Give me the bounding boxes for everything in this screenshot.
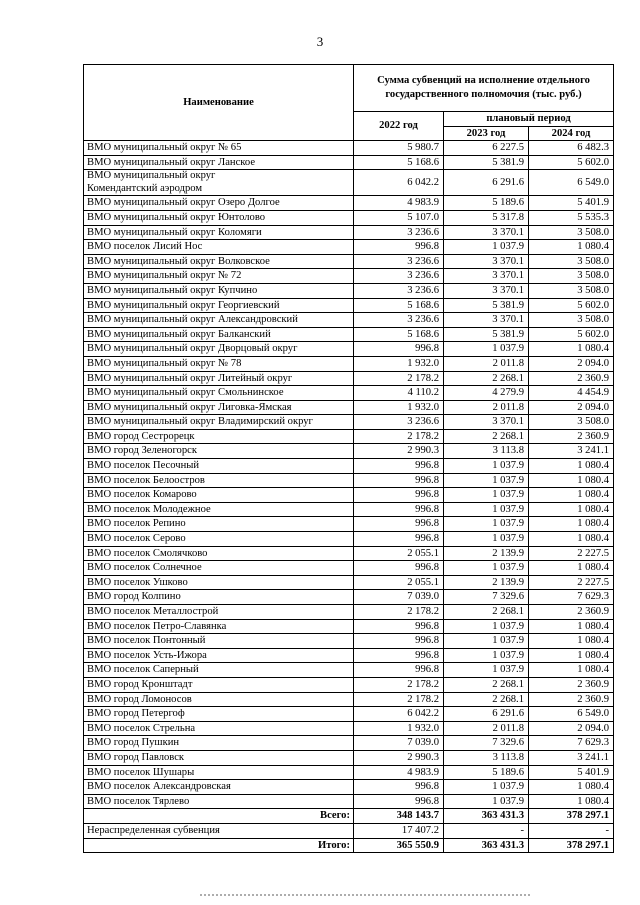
value-2024: 1 080.4 [529,780,614,795]
table-row [84,444,614,459]
table-row [84,721,614,736]
value-2022: 2 178.2 [354,692,444,707]
table-row [84,371,614,386]
municipality-name: ВМО город Павловск [84,750,354,765]
value-2024: 3 508.0 [529,313,614,328]
value-2024: 6 549.0 [529,170,614,196]
value-2022: 2 178.2 [354,605,444,620]
value-2024: 2 360.9 [529,605,614,620]
value-2024: 2 360.9 [529,371,614,386]
municipality-name: ВМО город Петергоф [84,707,354,722]
table-row [84,780,614,795]
table-row [84,225,614,240]
value-2023: 7 329.6 [444,590,529,605]
municipality-name: ВМО муниципальный округ Владимирский округ [84,415,354,430]
value-2022: 4 110.2 [354,386,444,401]
header-planned-period: плановый период [444,112,614,127]
value-2022: 1 932.0 [354,356,444,371]
value-2024: 3 508.0 [529,225,614,240]
municipality-name: ВМО муниципальный округ Юнтолово [84,210,354,225]
value-2022: 1 932.0 [354,400,444,415]
value-2022: 3 236.6 [354,269,444,284]
value-2022: 3 236.6 [354,225,444,240]
value-2024: 1 080.4 [529,342,614,357]
value-2023: 2 011.8 [444,721,529,736]
value-2024: 5 602.0 [529,327,614,342]
value-2022: 5 168.6 [354,298,444,313]
value-2022: 3 236.6 [354,254,444,269]
municipality-name: ВМО муниципальный округ Купчино [84,283,354,298]
table-row [84,794,614,809]
municipality-name: ВМО поселок Молодежное [84,502,354,517]
municipality-name: ВМО муниципальный округ Литейный округ [84,371,354,386]
municipality-name [84,170,354,196]
table-row [84,575,614,590]
value-2022: 2 178.2 [354,677,444,692]
value-2024: 5 535.3 [529,210,614,225]
value-2023: 2 011.8 [444,400,529,415]
value-2024: 1 080.4 [529,502,614,517]
table-body [84,141,614,853]
table-row [84,736,614,751]
table-row [84,663,614,678]
value-2023: 1 037.9 [444,459,529,474]
value-2024: 1 080.4 [529,561,614,576]
table-row [84,313,614,328]
total-row-2024: 378 297.1 [529,809,614,824]
table-row [84,619,614,634]
value-2022: 996.8 [354,794,444,809]
table-row [84,342,614,357]
value-2023: 5 189.6 [444,765,529,780]
municipality-name: ВМО муниципальный округ № 65 [84,141,354,156]
value-2022: 6 042.2 [354,170,444,196]
value-2024: 3 508.0 [529,415,614,430]
municipality-name: ВМО муниципальный округ Георгиевский [84,298,354,313]
value-2023: 2 268.1 [444,677,529,692]
municipality-name: ВМО поселок Лисий Нос [84,240,354,255]
value-2023: 1 037.9 [444,342,529,357]
municipality-name: ВМО поселок Репино [84,517,354,532]
value-2024: 2 227.5 [529,546,614,561]
value-2024: 5 602.0 [529,155,614,170]
total-row-2022: 348 143.7 [354,809,444,824]
value-2024: 1 080.4 [529,532,614,547]
value-2022: 996.8 [354,663,444,678]
value-2023: 1 037.9 [444,648,529,663]
unallocated-row-label: Нераспределенная субвенция [84,823,354,838]
value-2024: 1 080.4 [529,794,614,809]
value-2024: 2 360.9 [529,429,614,444]
table-row [84,210,614,225]
value-2022: 6 042.2 [354,707,444,722]
table-row [84,473,614,488]
value-2023: 3 113.8 [444,444,529,459]
unallocated-row-2023: - [444,823,529,838]
value-2023: 1 037.9 [444,488,529,503]
value-2023: 1 037.9 [444,561,529,576]
value-2024: 6 482.3 [529,141,614,156]
value-2024: 3 241.1 [529,750,614,765]
value-2022: 3 236.6 [354,313,444,328]
municipality-name-line1: ВМО муниципальный округ [87,170,216,182]
municipality-name: ВМО муниципальный округ Ланское [84,155,354,170]
total-row-label: Всего: [84,809,354,824]
value-2022: 996.8 [354,240,444,255]
value-2022: 2 178.2 [354,429,444,444]
value-2022: 7 039.0 [354,736,444,751]
value-2023: 3 370.1 [444,225,529,240]
value-2022: 4 983.9 [354,196,444,211]
table-row [84,488,614,503]
value-2023: 2 268.1 [444,605,529,620]
table-row [84,327,614,342]
value-2022: 2 055.1 [354,546,444,561]
value-2022: 996.8 [354,502,444,517]
scan-artifact [200,894,530,899]
value-2023: 1 037.9 [444,473,529,488]
table-row [84,648,614,663]
value-2023: 1 037.9 [444,794,529,809]
table-row [84,605,614,620]
table-row [84,677,614,692]
value-2024: 3 508.0 [529,283,614,298]
value-2022: 4 983.9 [354,765,444,780]
value-2023: 7 329.6 [444,736,529,751]
table-row [84,141,614,156]
value-2022: 996.8 [354,619,444,634]
value-2022: 1 932.0 [354,721,444,736]
value-2022: 5 107.0 [354,210,444,225]
value-2023: 5 381.9 [444,298,529,313]
value-2024: 5 602.0 [529,298,614,313]
municipality-name: ВМО поселок Шушары [84,765,354,780]
header-2023: 2023 год [444,126,529,141]
value-2022: 2 055.1 [354,575,444,590]
value-2023: 4 279.9 [444,386,529,401]
table-row [84,386,614,401]
value-2024: 7 629.3 [529,590,614,605]
municipality-name: ВМО муниципальный округ Озеро Долгое [84,196,354,211]
municipality-name: ВМО поселок Серово [84,532,354,547]
value-2023: 2 268.1 [444,429,529,444]
table-row [84,750,614,765]
municipality-name: ВМО муниципальный округ № 78 [84,356,354,371]
municipality-name: ВМО город Пушкин [84,736,354,751]
municipality-name: ВМО поселок Стрельна [84,721,354,736]
table-row [84,298,614,313]
grand-total-row-2023: 363 431.3 [444,838,529,853]
value-2024: 5 401.9 [529,196,614,211]
value-2024: 1 080.4 [529,488,614,503]
value-2023: 3 370.1 [444,269,529,284]
value-2024: 4 454.9 [529,386,614,401]
value-2022: 3 236.6 [354,415,444,430]
municipality-name: ВМО муниципальный округ № 72 [84,269,354,284]
value-2022: 3 236.6 [354,283,444,298]
municipality-name: ВМО город Ломоносов [84,692,354,707]
municipality-name: ВМО город Зеленогорск [84,444,354,459]
value-2023: 1 037.9 [444,240,529,255]
municipality-name: ВМО поселок Саперный [84,663,354,678]
value-2023: 1 037.9 [444,502,529,517]
value-2022: 996.8 [354,517,444,532]
municipality-name: ВМО поселок Петро-Славянка [84,619,354,634]
value-2022: 5 980.7 [354,141,444,156]
page-number: 3 [316,34,324,49]
municipality-name: ВМО муниципальный округ Дворцовый округ [84,342,354,357]
value-2022: 996.8 [354,532,444,547]
table-row [84,429,614,444]
municipality-name: ВМО поселок Песочный [84,459,354,474]
value-2022: 5 168.6 [354,155,444,170]
value-2024: 1 080.4 [529,634,614,649]
value-2023: 6 227.5 [444,141,529,156]
table-row [84,692,614,707]
unallocated-row [84,823,614,838]
value-2023: 2 011.8 [444,356,529,371]
table-row [84,283,614,298]
municipality-name: ВМО город Кронштадт [84,677,354,692]
value-2022: 7 039.0 [354,590,444,605]
table-row [84,459,614,474]
municipality-name: ВМО поселок Ушково [84,575,354,590]
table-row [84,170,614,196]
municipality-name: ВМО поселок Понтонный [84,634,354,649]
municipality-name: ВМО поселок Металлострой [84,605,354,620]
value-2024: 2 094.0 [529,721,614,736]
table-row [84,707,614,722]
municipality-name: ВМО муниципальный округ Смольнинское [84,386,354,401]
value-2023: 3 113.8 [444,750,529,765]
header-2022: 2022 год [354,112,444,141]
table-row [84,502,614,517]
value-2023: 1 037.9 [444,663,529,678]
value-2023: 1 037.9 [444,532,529,547]
table-row [84,196,614,211]
table-row [84,400,614,415]
value-2023: 2 268.1 [444,371,529,386]
value-2024: 2 094.0 [529,400,614,415]
table-row [84,269,614,284]
value-2024: 6 549.0 [529,707,614,722]
value-2022: 996.8 [354,561,444,576]
table-row [84,561,614,576]
value-2022: 996.8 [354,473,444,488]
value-2023: 5 381.9 [444,155,529,170]
value-2024: 1 080.4 [529,473,614,488]
municipality-name: ВМО поселок Тярлево [84,794,354,809]
value-2023: 3 370.1 [444,415,529,430]
unallocated-row-2022: 17 407.2 [354,823,444,838]
value-2024: 3 241.1 [529,444,614,459]
header-sum: Сумма субвенций на исполнение отдельного государственного полномочия (тыс. руб.) [354,65,614,112]
value-2024: 1 080.4 [529,619,614,634]
value-2022: 996.8 [354,459,444,474]
value-2023: 3 370.1 [444,283,529,298]
municipality-name: ВМО поселок Белоостров [84,473,354,488]
header-name: Наименование [84,65,354,141]
total-row [84,809,614,824]
municipality-name: ВМО муниципальный округ Лиговка-Ямская [84,400,354,415]
value-2024: 2 360.9 [529,692,614,707]
total-row-2023: 363 431.3 [444,809,529,824]
value-2023: 5 381.9 [444,327,529,342]
value-2023: 1 037.9 [444,619,529,634]
value-2023: 2 139.9 [444,575,529,590]
table-row [84,155,614,170]
value-2024: 1 080.4 [529,663,614,678]
grand-total-row-2022: 365 550.9 [354,838,444,853]
value-2024: 2 094.0 [529,356,614,371]
table-row [84,546,614,561]
value-2023: 1 037.9 [444,780,529,795]
grand-total-row-2024: 378 297.1 [529,838,614,853]
value-2023: 5 317.8 [444,210,529,225]
municipality-name: ВМО поселок Комарово [84,488,354,503]
municipality-name: ВМО город Колпино [84,590,354,605]
value-2023: 5 189.6 [444,196,529,211]
municipality-name: ВМО поселок Солнечное [84,561,354,576]
table-row [84,590,614,605]
value-2022: 996.8 [354,488,444,503]
value-2023: 3 370.1 [444,313,529,328]
municipality-name: ВМО муниципальный округ Балканский [84,327,354,342]
value-2024: 2 360.9 [529,677,614,692]
grand-total-row-label: Итого: [84,838,354,853]
table-row [84,517,614,532]
value-2022: 996.8 [354,648,444,663]
table-row [84,532,614,547]
header-2024: 2024 год [529,126,614,141]
municipality-name: ВМО муниципальный округ Коломяги [84,225,354,240]
table-row [84,415,614,430]
value-2023: 2 268.1 [444,692,529,707]
grand-total-row [84,838,614,853]
municipality-name: ВМО поселок Смолячково [84,546,354,561]
value-2024: 1 080.4 [529,517,614,532]
value-2023: 6 291.6 [444,707,529,722]
municipality-name: ВМО город Сестрорецк [84,429,354,444]
value-2024: 1 080.4 [529,459,614,474]
value-2024: 1 080.4 [529,648,614,663]
table-row [84,254,614,269]
municipality-name: ВМО муниципальный округ Волковское [84,254,354,269]
table-row [84,634,614,649]
value-2022: 996.8 [354,634,444,649]
value-2024: 2 227.5 [529,575,614,590]
value-2022: 2 990.3 [354,750,444,765]
value-2023: 6 291.6 [444,170,529,196]
table-row [84,765,614,780]
unallocated-row-2024: - [529,823,614,838]
municipality-name-line2: Комендантский аэродром [87,182,203,194]
value-2024: 1 080.4 [529,240,614,255]
value-2022: 5 168.6 [354,327,444,342]
value-2022: 2 990.3 [354,444,444,459]
value-2023: 2 139.9 [444,546,529,561]
value-2024: 3 508.0 [529,254,614,269]
subsidy-table [83,64,614,853]
value-2023: 3 370.1 [444,254,529,269]
value-2022: 2 178.2 [354,371,444,386]
value-2024: 5 401.9 [529,765,614,780]
table-row [84,356,614,371]
table-row [84,240,614,255]
value-2022: 996.8 [354,342,444,357]
municipality-name: ВМО поселок Александровская [84,780,354,795]
value-2022: 996.8 [354,780,444,795]
value-2023: 1 037.9 [444,517,529,532]
value-2024: 3 508.0 [529,269,614,284]
municipality-name: ВМО муниципальный округ Александровский [84,313,354,328]
value-2024: 7 629.3 [529,736,614,751]
value-2023: 1 037.9 [444,634,529,649]
municipality-name: ВМО поселок Усть-Ижора [84,648,354,663]
